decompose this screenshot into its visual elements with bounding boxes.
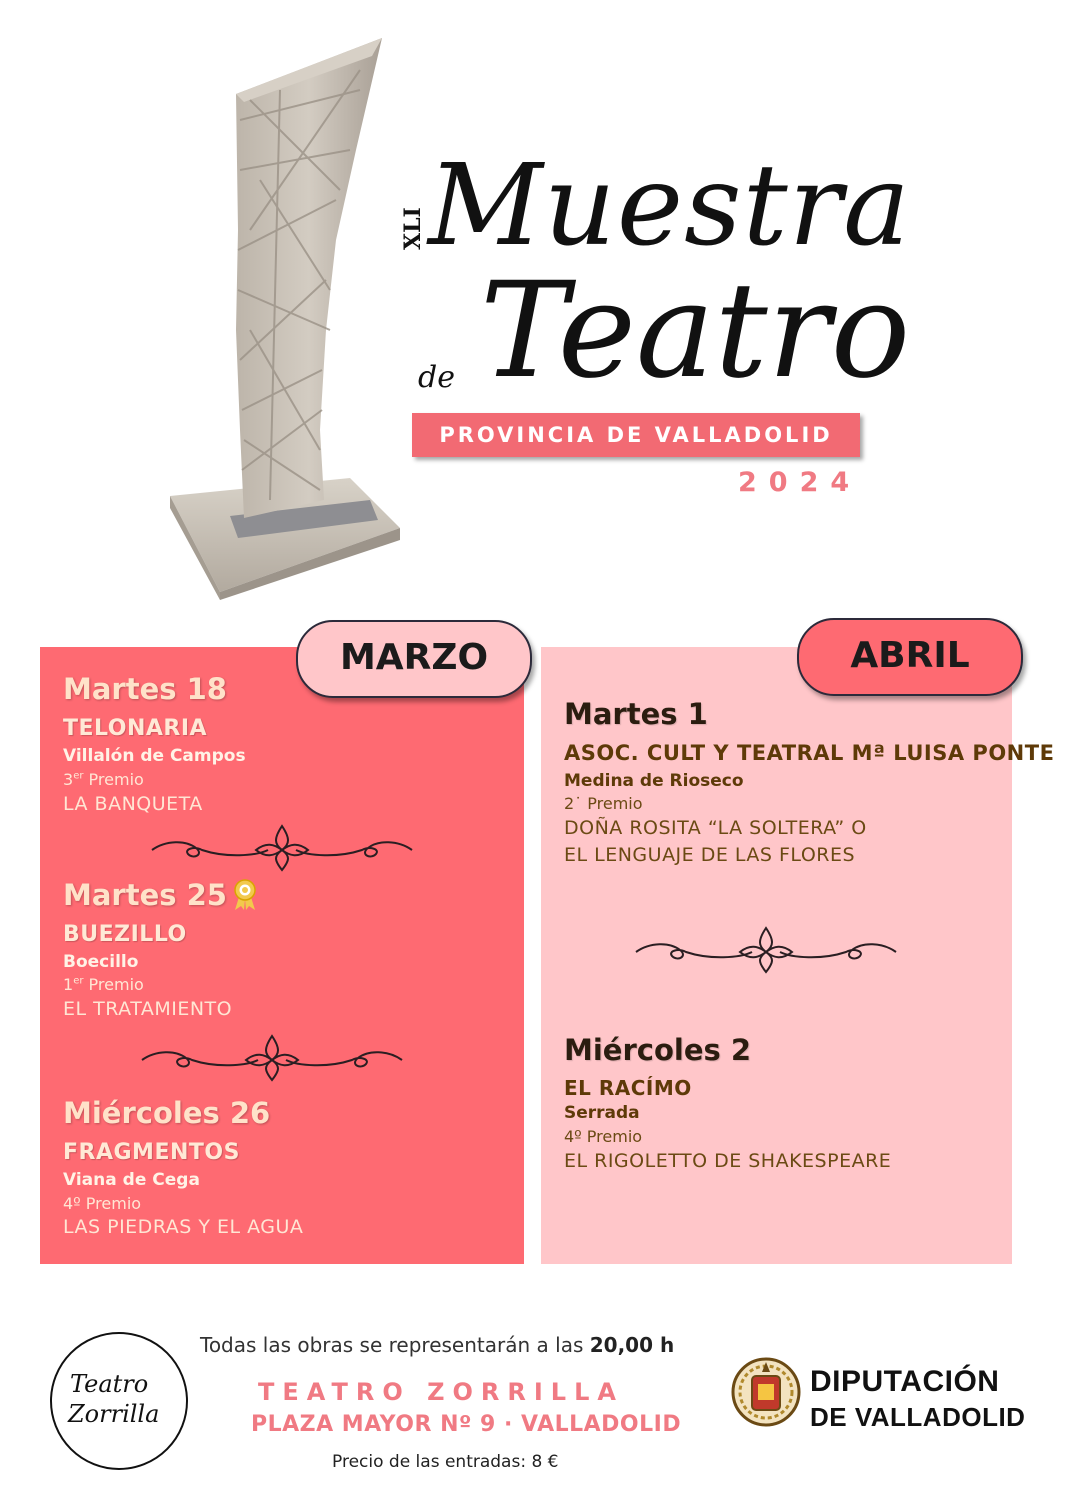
award-ribbon-icon (232, 879, 258, 911)
title-teatro: Teatro (480, 254, 911, 408)
venue-name: TEATRO ZORRILLA (258, 1378, 624, 1406)
event-play: LA BANQUETA (63, 793, 203, 815)
event-play: EL TRATAMIENTO (63, 998, 233, 1020)
trophy-sculpture-image (160, 30, 420, 600)
ornament-divider (630, 924, 902, 976)
ornament-divider (146, 822, 418, 874)
event-day: Miércoles 26 (63, 1096, 271, 1130)
event-town: Villalón de Campos (63, 746, 246, 766)
event-town: Viana de Cega (63, 1170, 200, 1190)
event-prize: 4º Premio (564, 1127, 643, 1146)
schedule-note: Todas las obras se representarán a las 20,00 h (200, 1333, 675, 1357)
month-label-march: MARZO (296, 620, 532, 698)
event-town: Serrada (564, 1103, 640, 1123)
month-label-april: ABRIL (797, 618, 1023, 696)
diputacion-crest-icon (730, 1356, 802, 1428)
sponsor-name: DIPUTACIÓN (810, 1365, 1000, 1398)
event-day: Miércoles 2 (564, 1033, 752, 1067)
event-play: EL RIGOLETTO DE SHAKESPEARE (564, 1150, 892, 1172)
event-prize: 4º Premio (63, 1194, 142, 1213)
event-group: BUEZILLO (63, 922, 187, 947)
title-muestra: Muestra (428, 141, 911, 271)
event-play: DOÑA ROSITA “LA SOLTERA” O (564, 817, 867, 839)
ticket-price: Precio de las entradas: 8 € (332, 1452, 559, 1472)
event-group: FRAGMENTOS (63, 1140, 240, 1165)
edition-number: XLI (400, 207, 426, 250)
event-day: Martes 1 (564, 697, 708, 731)
event-play: LAS PIEDRAS Y EL AGUA (63, 1216, 304, 1238)
sponsor-name: DE VALLADOLID (810, 1402, 1026, 1432)
teatro-zorrilla-logo (50, 1332, 188, 1470)
event-group: EL RACÍMO (564, 1076, 692, 1100)
event-prize: 3er Premio (63, 770, 144, 789)
event-play: EL LENGUAJE DE LAS FLORES (564, 844, 856, 866)
venue-address: PLAZA MAYOR Nº 9 · VALLADOLID (251, 1412, 682, 1437)
event-day: Martes 25 (63, 878, 227, 912)
event-day: Martes 18 (63, 672, 227, 706)
event-group: ASOC. CULT Y TEATRAL Mª LUISA PONTE (564, 741, 1055, 765)
event-town: Boecillo (63, 952, 139, 972)
event-prize: 1er Premio (63, 975, 144, 994)
logo-text: Teatro (70, 1370, 149, 1398)
event-town: Medina de Rioseco (564, 771, 744, 791)
ornament-divider (136, 1032, 408, 1084)
title-de: de (418, 360, 455, 395)
event-prize: 2˙ Premio (564, 794, 643, 813)
event-year: 2024 (738, 467, 862, 498)
event-group: TELONARIA (63, 716, 208, 741)
province-label: PROVINCIA DE VALLADOLID (439, 423, 833, 447)
logo-text: Zorrilla (68, 1400, 160, 1428)
